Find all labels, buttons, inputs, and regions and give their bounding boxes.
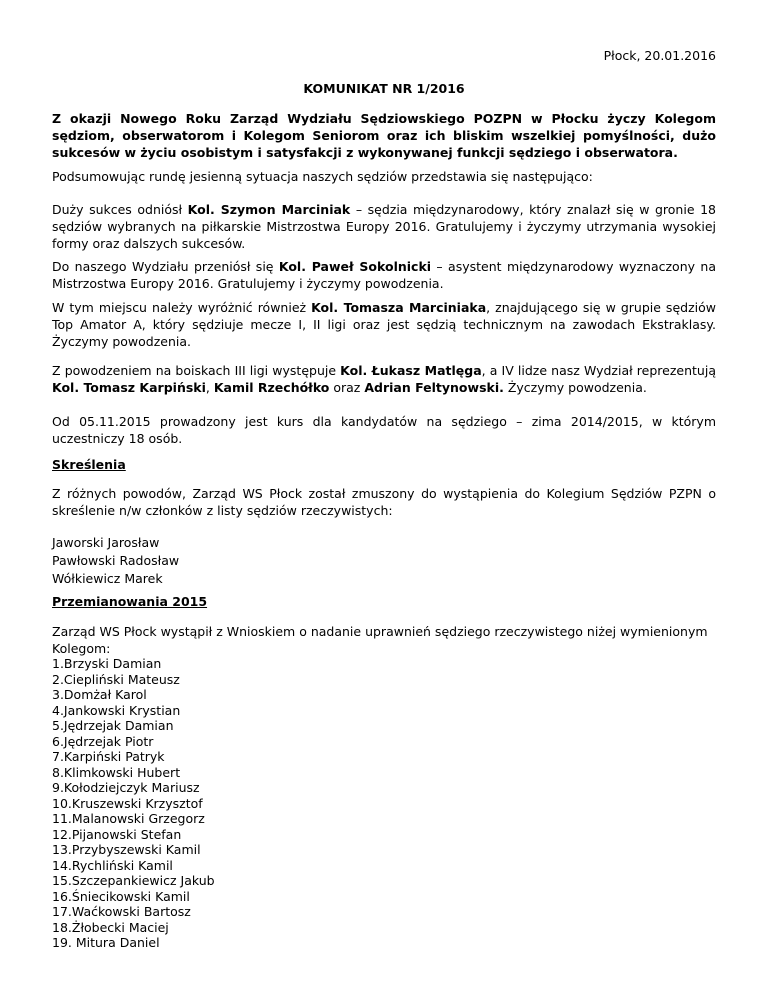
list-item: 8.Klimkowski Hubert xyxy=(52,764,181,780)
paragraph-course: Od 05.11.2015 prowadzony jest kurs dla kandydatów na sędziego – zima 2014/2015, w którym uczestniczy 18 osób. xyxy=(52,414,716,446)
promotions-list xyxy=(52,656,716,951)
list-item: 16.Śniecikowski Kamil xyxy=(52,888,190,904)
removals-list xyxy=(52,534,716,588)
list-item: 11.Malanowski Grzegorz xyxy=(52,811,205,826)
name-highlight: Kol. Szymon Marciniak xyxy=(187,202,351,217)
list-item: 2.Ciepliński Mateusz xyxy=(52,671,180,687)
list-item: 7.Karpiński Patryk xyxy=(52,749,165,764)
document-date: Płock, 20.01.2016 xyxy=(603,48,716,63)
list-item: 19. Mitura Daniel xyxy=(52,935,160,950)
list-item: 15.Szczepankiewicz Jakub xyxy=(52,873,215,888)
name-highlight: Adrian Feltynowski. xyxy=(364,380,504,395)
list-item: 3.Domżał Karol xyxy=(52,687,147,702)
paragraph-leagues: Z powodzeniem na boiskach III ligi występuje Kol. Łukasz Matlęga, a IV lidze nasz Wydział reprezentują Kol. Tomasz Karpiński, Kamil Rzechółko oraz Adrian Feltynowski. Życzymy powodzenia. xyxy=(52,363,716,395)
removals-heading: Skreślenia xyxy=(52,457,126,472)
list-item: 4.Jankowski Krystian xyxy=(52,702,181,718)
promotions-text: Zarząd WS Płock wystąpił z Wnioskiem o nadanie uprawnień sędziego rzeczywistego niżej wymienionym Kolegom: xyxy=(52,624,708,656)
intro-paragraph: Podsumowując rundę jesienną sytuacja naszych sędziów przedstawia się następująco: xyxy=(52,169,593,184)
list-item: Jaworski Jarosław xyxy=(52,535,160,550)
list-item: 13.Przybyszewski Kamil xyxy=(52,842,201,857)
list-item: 14.Rychliński Kamil xyxy=(52,857,173,873)
list-item: 10.Kruszewski Krzysztof xyxy=(52,795,203,811)
list-item: 12.Pijanowski Stefan xyxy=(52,826,182,842)
list-item: 1.Brzyski Damian xyxy=(52,656,162,671)
name-highlight: Kol. Łukasz Matlęga xyxy=(340,363,482,378)
list-item: 18.Żłobecki Maciej xyxy=(52,919,169,935)
greeting-text: Z okazji Nowego Roku Zarząd Wydziału Sędziowskiego POZPN w Płocku życzy Kolegom sędziom, obserwatorom i Kolegom Seniorom oraz ich bliskim wszelkiej pomyślności, dużo sukcesów w życiu osobistym i satysfakcji z wykonywanej funkcji sędziego i obserwatora. xyxy=(52,111,716,160)
list-item: 17.Waćkowski Bartosz xyxy=(52,904,191,919)
list-item: 6.Jędrzejak Piotr xyxy=(52,733,154,749)
name-highlight: Kol. Tomasza Marciniaka xyxy=(311,300,487,315)
paragraph-marciniak: Duży sukces odniósł Kol. Szymon Marciniak – sędzia międzynarodowy, który znalazł się w gronie 18 sędziów wybranych na piłkarskie Mistrzostwa Europy 2016. Gratulujemy i życzymy utrzymania wysokiej formy oraz dalszych sukcesów. xyxy=(52,202,716,251)
list-item: Pawłowski Radosław xyxy=(52,553,180,568)
name-highlight: Kamil Rzechółko xyxy=(213,380,330,395)
document-title: KOMUNIKAT NR 1/2016 xyxy=(303,81,465,96)
greeting-paragraph xyxy=(52,110,716,161)
list-item: Wółkiewicz Marek xyxy=(52,571,163,586)
paragraph-sokolnicki: Do naszego Wydziału przeniósł się Kol. Paweł Sokolnicki – asystent międzynarodowy wyznaczony na Mistrzostwa Europy 2016. Gratulujemy i życzymy powodzenia. xyxy=(52,259,716,291)
paragraph-tomasz-marciniak: W tym miejscu należy wyróżnić również Kol. Tomasza Marciniaka, znajdującego się w grupie sędziów Top Amator A, który sędziuje mecze I, II ligi oraz jest sędzią technicznym na zawodach Ekstraklasy. Życzymy powodzenia. xyxy=(52,300,716,349)
promotions-heading: Przemianowania 2015 xyxy=(52,594,208,609)
removals-text: Z różnych powodów, Zarząd WS Płock został zmuszony do wystąpienia do Kolegium Sędziów PZPN o skreślenie n/w członków z listy sędziów rzeczywistych: xyxy=(52,486,716,518)
name-highlight: Kol. Tomasz Karpiński xyxy=(52,380,206,395)
name-highlight: Kol. Paweł Sokolnicki xyxy=(278,259,432,274)
list-item: 9.Kołodziejczyk Mariusz xyxy=(52,780,200,795)
list-item: 5.Jędrzejak Damian xyxy=(52,718,174,733)
